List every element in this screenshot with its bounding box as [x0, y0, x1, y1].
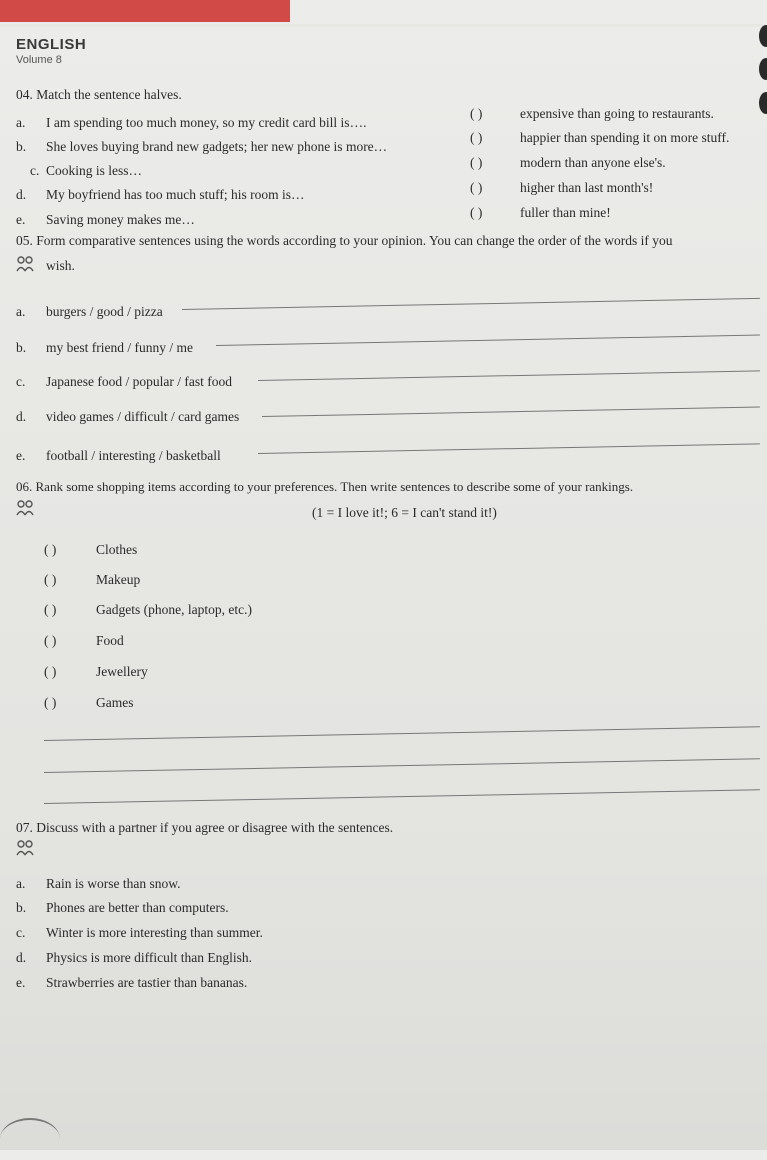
binder-hole	[759, 92, 767, 114]
q06-rank-6[interactable]: ( )	[44, 695, 57, 710]
q04-paren-3[interactable]: ( )	[470, 155, 483, 170]
q06-writing-line-2[interactable]	[44, 758, 760, 773]
q04-left-b-text: She loves buying brand new gadgets; her new phone is more…	[46, 139, 388, 154]
q04-left-e-text: Saving money makes me…	[46, 212, 195, 227]
q06-item-gadgets: Gadgets (phone, laptop, etc.)	[96, 602, 252, 617]
q05-e-letter: e.	[16, 448, 26, 463]
pair-work-icon	[16, 840, 34, 856]
q04-paren-5[interactable]: ( )	[470, 205, 483, 220]
q05-a-text: burgers / good / pizza	[46, 304, 163, 319]
q04-right-2: happier than spending it on more stuff.	[520, 130, 730, 145]
q07-a-text: Rain is worse than snow.	[46, 876, 181, 891]
q06-item-games: Games	[96, 695, 134, 710]
q07-title: 07. Discuss with a partner if you agree or disagree with the sentences.	[16, 820, 394, 835]
q07-a-letter: a.	[16, 876, 26, 891]
q04-left-d-text: My boyfriend has too much stuff; his room is…	[46, 187, 305, 202]
q04-right-4: higher than last month's!	[520, 180, 654, 195]
q06-rank-3[interactable]: ( )	[44, 602, 57, 617]
header-divider	[0, 24, 767, 27]
q04-title: 04. Match the sentence halves.	[16, 87, 182, 102]
subject-title: ENGLISH	[16, 36, 87, 53]
q06-rank-5[interactable]: ( )	[44, 664, 57, 679]
q06-rank-4[interactable]: ( )	[44, 633, 57, 648]
q04-right-3: modern than anyone else's.	[520, 155, 666, 170]
q05-title-cont: wish.	[46, 258, 75, 273]
q04-left-b-letter: b.	[16, 139, 27, 154]
q07-b-text: Phones are better than computers.	[46, 900, 229, 915]
q07-d-text: Physics is more difficult than English.	[46, 950, 252, 965]
q05-b-text: my best friend / funny / me	[46, 340, 193, 355]
q05-c-answer-line[interactable]	[258, 370, 760, 381]
q04-left-a-text: I am spending too much money, so my credit card bill is….	[46, 115, 367, 130]
q06-item-clothes: Clothes	[96, 542, 138, 557]
q04-right-5: fuller than mine!	[520, 205, 611, 220]
q04-left-a-letter: a.	[16, 115, 26, 130]
q07-e-text: Strawberries are tastier than bananas.	[46, 975, 248, 990]
q05-e-text: football / interesting / basketball	[46, 448, 221, 463]
q06-item-food: Food	[96, 633, 124, 648]
q05-b-letter: b.	[16, 340, 27, 355]
header-color-bar	[0, 0, 290, 22]
q06-writing-line-3[interactable]	[44, 789, 760, 804]
q06-rank-2[interactable]: ( )	[44, 572, 57, 587]
volume-label: Volume 8	[16, 54, 62, 66]
pair-work-icon	[16, 256, 34, 272]
q04-left-c-letter: c.	[30, 163, 40, 178]
q05-e-answer-line[interactable]	[258, 443, 760, 454]
q07-d-letter: d.	[16, 950, 27, 965]
q04-left-d-letter: d.	[16, 187, 27, 202]
q06-ranking-key: (1 = I love it!; 6 = I can't stand it!)	[312, 505, 497, 520]
q05-d-text: video games / difficult / card games	[46, 409, 240, 424]
binder-hole	[759, 25, 767, 47]
q07-e-letter: e.	[16, 975, 26, 990]
binder-hole	[759, 58, 767, 80]
q05-c-letter: c.	[16, 374, 26, 389]
q06-item-jewellery: Jewellery	[96, 664, 148, 679]
q05-a-letter: a.	[16, 304, 26, 319]
q04-left-e-letter: e.	[16, 212, 26, 227]
pair-work-icon	[16, 500, 34, 516]
page-curve-decoration	[0, 1118, 60, 1160]
q06-rank-1[interactable]: ( )	[44, 542, 57, 557]
q06-title: 06. Rank some shopping items according to your preferences. Then write sentences to describe some of your rankings.	[16, 479, 634, 494]
q06-writing-line-1[interactable]	[44, 726, 760, 741]
q04-right-1: expensive than going to restaurants.	[520, 106, 714, 121]
q04-paren-2[interactable]: ( )	[470, 130, 483, 145]
q07-c-letter: c.	[16, 925, 26, 940]
q05-b-answer-line[interactable]	[216, 335, 760, 346]
q07-b-letter: b.	[16, 900, 27, 915]
q05-d-answer-line[interactable]	[262, 406, 760, 417]
q04-paren-1[interactable]: ( )	[470, 106, 483, 121]
q04-left-c-text: Cooking is less…	[46, 163, 143, 178]
q07-c-text: Winter is more interesting than summer.	[46, 925, 263, 940]
q06-item-makeup: Makeup	[96, 572, 141, 587]
q04-paren-4[interactable]: ( )	[470, 180, 483, 195]
q05-c-text: Japanese food / popular / fast food	[46, 374, 232, 389]
q05-a-answer-line[interactable]	[182, 298, 760, 310]
q05-title: 05. Form comparative sentences using the words according to your opinion. You can change the order of the words if you	[16, 233, 673, 248]
q05-d-letter: d.	[16, 409, 27, 424]
